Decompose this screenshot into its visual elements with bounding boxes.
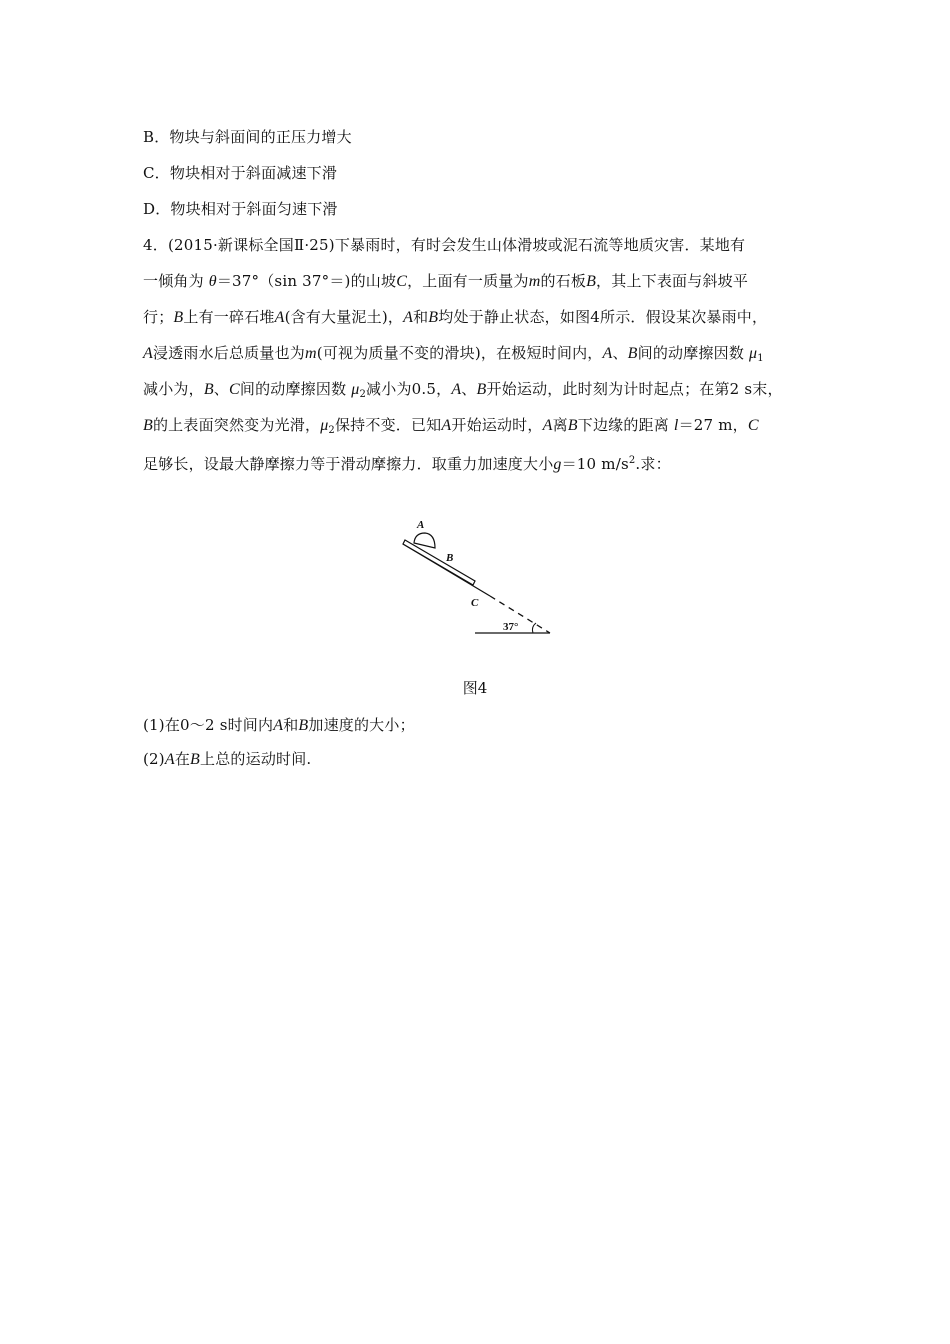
label-c: C <box>471 597 479 609</box>
slope-diagram <box>395 516 560 641</box>
problem-line-7: 足够长，设最大静摩擦力等于滑动摩擦力．取重力加速度大小g＝10 $m/s^2$.求： <box>143 455 671 473</box>
problem-line-5: 减小为，B、C间的动摩擦因数 $\mu_2$减小为0.5，A、B开始运动，此时刻为计时起点；在第2 s末， <box>143 380 783 400</box>
option-d: D．物块相对于斜面匀速下滑 <box>143 200 338 218</box>
problem-line-6: B的上表面突然变为光滑，$\mu_2$保持不变．已知A开始运动时，A离B下边缘的距离 l＝27 m，C <box>143 416 759 436</box>
angle-arc <box>532 623 536 633</box>
rock-pile-a <box>414 533 435 548</box>
slope-c-dashed <box>490 596 550 633</box>
label-a: A <box>417 519 425 531</box>
problem-line-3: 行；B上有一碎石堆A(含有大量泥土)，A和B均处于静止状态，如图4所示．假设某次暴雨中， <box>143 308 768 326</box>
option-b: B．物块与斜面间的正压力增大 <box>143 128 352 146</box>
problem-line-1: 4．(2015·新课标全国Ⅱ·25)下暴雨时，有时会发生山体滑坡或泥石流等地质灾害．某地有 <box>143 236 746 254</box>
label-b: B <box>446 552 454 564</box>
problem-line-4: A浸透雨水后总质量也为m(可视为质量不变的滑块)，在极短时间内，A、B间的动摩擦因数 $\mu_1$ <box>143 344 764 364</box>
angle-label: 37° <box>503 621 519 633</box>
problem-source: 4．(2015·新课标全国Ⅱ·25) <box>143 236 335 254</box>
question-1: (1)在0～2 s时间内A和B加速度的大小； <box>143 716 415 734</box>
question-2: (2)A在B上总的运动时间. <box>143 750 312 768</box>
figure-caption: 图4 <box>462 679 488 697</box>
problem-line-2: 一倾角为 θ＝37°（sin 37°＝)的山坡C，上面有一质量为m的石板B，其上下表面与斜坡平 <box>143 272 749 290</box>
slab-b <box>403 540 475 585</box>
option-c: C．物块相对于斜面减速下滑 <box>143 164 338 182</box>
